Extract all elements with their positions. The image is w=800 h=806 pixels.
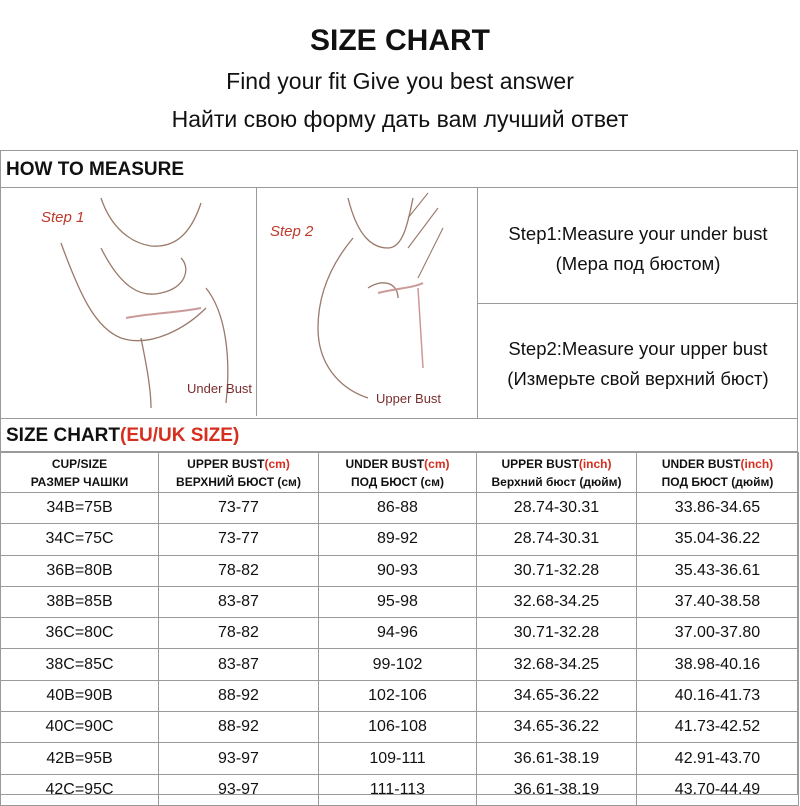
step1-text xyxy=(478,219,798,279)
step1-image-label: Step 1 xyxy=(41,209,85,226)
subtitle-english: Find your fit Give you best answer xyxy=(226,68,574,94)
table-cell: 35.04-36.22 xyxy=(637,524,799,555)
how-to-measure-heading: HOW TO MEASURE xyxy=(0,150,798,188)
table-cell: 35.43-36.61 xyxy=(637,555,799,586)
table-row xyxy=(1,555,799,586)
table-cell: 38B=85B xyxy=(1,586,159,617)
table-cell: 34B=75B xyxy=(1,493,159,524)
table-cell: 83-87 xyxy=(159,649,319,680)
table-cell: 38C=85C xyxy=(1,649,159,680)
table-row xyxy=(1,524,799,555)
table-cell: 89-92 xyxy=(319,524,477,555)
column-header-upper-bust-cm: UPPER BUST(cm) ВЕРХНИЙ БЮСТ (см) xyxy=(159,453,319,493)
step1-line-russian: (Мера под бюстом) xyxy=(555,253,721,274)
table-cell: 90-93 xyxy=(319,555,477,586)
step2-image-label: Step 2 xyxy=(270,223,314,240)
table-cell: 37.00-37.80 xyxy=(637,618,799,649)
step2-line-russian: (Измерьте свой верхний бюст) xyxy=(507,368,769,389)
table-cell: 36C=80C xyxy=(1,618,159,649)
column-header-cup-size: CUP/SIZE РАЗМЕР ЧАШКИ xyxy=(1,453,159,493)
table-cell: 109-111 xyxy=(319,743,477,774)
table-cell: 42B=95B xyxy=(1,743,159,774)
table-cell: 94-96 xyxy=(319,618,477,649)
table-cell: 111-113 xyxy=(319,774,477,805)
table-cell: 78-82 xyxy=(159,555,319,586)
table-cell: 34.65-36.22 xyxy=(477,680,637,711)
table-cell: 73-77 xyxy=(159,524,319,555)
step2-illustration xyxy=(258,188,477,416)
table-cell: 28.74-30.31 xyxy=(477,524,637,555)
table-cell: 36B=80B xyxy=(1,555,159,586)
table-cell: 33.86-34.65 xyxy=(637,493,799,524)
size-table xyxy=(0,452,799,806)
table-cell: 83-87 xyxy=(159,586,319,617)
table-cell: 42.91-43.70 xyxy=(637,743,799,774)
table-row xyxy=(1,743,799,774)
table-cell: 41.73-42.52 xyxy=(637,712,799,743)
table-row xyxy=(1,618,799,649)
table-header-row xyxy=(1,453,799,493)
table-row xyxy=(1,493,799,524)
step1-line-english: Step1:Measure your under bust xyxy=(508,223,768,244)
size-chart-heading-region: (EU/UK SIZE) xyxy=(120,425,240,446)
table-cell: 40.16-41.73 xyxy=(637,680,799,711)
step2-text xyxy=(478,334,798,394)
table-cell: 34.65-36.22 xyxy=(477,712,637,743)
table-cell: 73-77 xyxy=(159,493,319,524)
page-title: SIZE CHART xyxy=(310,24,490,57)
step1-illustration xyxy=(1,188,256,416)
size-chart-heading-text: SIZE CHART xyxy=(6,425,120,446)
table-cell: 95-98 xyxy=(319,586,477,617)
table-cell: 36.61-38.19 xyxy=(477,743,637,774)
table-row xyxy=(1,649,799,680)
table-cell: 32.68-34.25 xyxy=(477,586,637,617)
column-header-under-bust-cm: UNDER BUST(cm) ПОД БЮСТ (см) xyxy=(319,453,477,493)
table-cell: 102-106 xyxy=(319,680,477,711)
table-cell: 106-108 xyxy=(319,712,477,743)
table-cell: 30.71-32.28 xyxy=(477,618,637,649)
step2-line-english: Step2:Measure your upper bust xyxy=(508,338,768,359)
table-cell: 37.40-38.58 xyxy=(637,586,799,617)
table-cell: 43.70-44.49 xyxy=(637,774,799,805)
table-cell: 34C=75C xyxy=(1,524,159,555)
table-cell: 93-97 xyxy=(159,774,319,805)
table-cell: 88-92 xyxy=(159,680,319,711)
table-cell: 88-92 xyxy=(159,712,319,743)
column-header-upper-bust-inch: UPPER BUST(inch) Верхний бюст (дюйм) xyxy=(477,453,637,493)
table-cell: 93-97 xyxy=(159,743,319,774)
size-chart-heading xyxy=(0,418,798,452)
table-row xyxy=(1,680,799,711)
table-cell: 28.74-30.31 xyxy=(477,493,637,524)
table-cell: 78-82 xyxy=(159,618,319,649)
table-cell: 42C=95C xyxy=(1,774,159,805)
subtitle-russian: Найти свою форму дать вам лучший ответ xyxy=(171,106,629,132)
table-cell: 86-88 xyxy=(319,493,477,524)
table-cell: 99-102 xyxy=(319,649,477,680)
table-cell: 36.61-38.19 xyxy=(477,774,637,805)
step1-image-caption: Under Bust xyxy=(187,381,253,396)
table-row xyxy=(1,586,799,617)
table-cell: 40C=90C xyxy=(1,712,159,743)
table-row xyxy=(1,712,799,743)
table-cell: 38.98-40.16 xyxy=(637,649,799,680)
step2-image-caption: Upper Bust xyxy=(376,391,442,406)
table-cell: 32.68-34.25 xyxy=(477,649,637,680)
table-cell: 40B=90B xyxy=(1,680,159,711)
table-row xyxy=(1,774,799,805)
table-cell: 30.71-32.28 xyxy=(477,555,637,586)
column-header-under-bust-inch: UNDER BUST(inch) ПОД БЮСТ (дюйм) xyxy=(637,453,799,493)
